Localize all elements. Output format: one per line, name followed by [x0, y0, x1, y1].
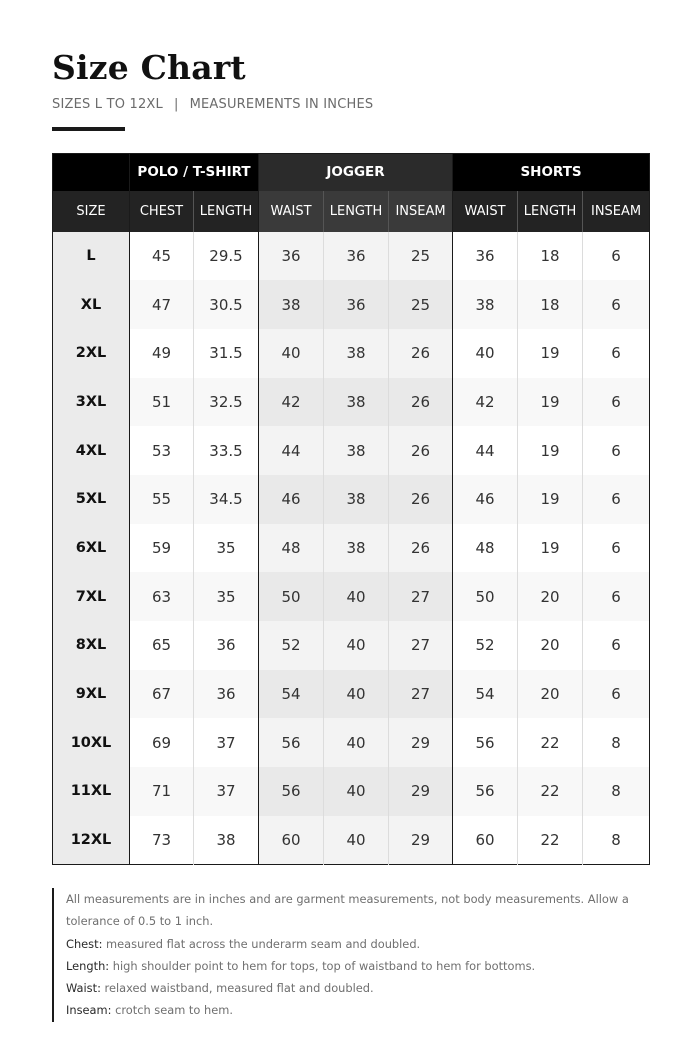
polo-chest-cell: 47	[130, 280, 194, 329]
polo-chest-cell: 65	[130, 621, 194, 670]
size-cell: L	[53, 232, 130, 281]
polo-chest-cell: 49	[130, 329, 194, 378]
table-row	[53, 524, 650, 573]
table-row	[53, 621, 650, 670]
jogger-waist-cell: 56	[259, 767, 324, 816]
jogger-length-cell: 38	[324, 378, 389, 427]
table-row	[53, 816, 650, 865]
size-table-body	[53, 232, 650, 865]
subtitle-separator: |	[173, 97, 179, 112]
size-cell: 4XL	[53, 426, 130, 475]
polo-length-cell: 30.5	[194, 280, 259, 329]
note-term: Length:	[66, 958, 110, 973]
shorts-waist-cell: 56	[453, 718, 518, 767]
shorts-waist-cell: 56	[453, 767, 518, 816]
size-cell: 2XL	[53, 329, 130, 378]
size-cell: 11XL	[53, 767, 130, 816]
polo-chest-cell: 71	[130, 767, 194, 816]
group-header-blank	[53, 154, 130, 191]
shorts-length-cell: 19	[518, 378, 583, 427]
shorts-length-cell: 18	[518, 232, 583, 281]
shorts-inseam-cell: 8	[583, 718, 650, 767]
note-text: high shoulder point to hem for tops, top of waistband to hem for bottoms.	[112, 958, 536, 973]
size-cell: 9XL	[53, 670, 130, 719]
shorts-length-cell: 18	[518, 280, 583, 329]
shorts-length-cell: 19	[518, 426, 583, 475]
polo-length-cell: 31.5	[194, 329, 259, 378]
table-row	[53, 378, 650, 427]
note-length	[66, 955, 652, 977]
polo-chest-cell: 63	[130, 572, 194, 621]
title-underline	[52, 127, 125, 131]
jogger-length-cell: 38	[324, 329, 389, 378]
group-header-shorts: SHORTS	[453, 154, 650, 191]
polo-length-cell: 35	[194, 524, 259, 573]
jogger-inseam-cell: 26	[389, 426, 453, 475]
jogger-waist-cell: 56	[259, 718, 324, 767]
column-header-jogger-waist: WAIST	[259, 191, 324, 232]
size-cell: 3XL	[53, 378, 130, 427]
page-title: Size Chart	[52, 48, 246, 87]
shorts-inseam-cell: 8	[583, 816, 650, 865]
shorts-waist-cell: 54	[453, 670, 518, 719]
table-row	[53, 475, 650, 524]
size-chart-table	[52, 153, 650, 865]
shorts-length-cell: 22	[518, 767, 583, 816]
jogger-waist-cell: 40	[259, 329, 324, 378]
jogger-waist-cell: 50	[259, 572, 324, 621]
polo-chest-cell: 51	[130, 378, 194, 427]
polo-length-cell: 37	[194, 767, 259, 816]
shorts-waist-cell: 38	[453, 280, 518, 329]
shorts-length-cell: 19	[518, 329, 583, 378]
column-header-polo-length: LENGTH	[194, 191, 259, 232]
table-row	[53, 572, 650, 621]
shorts-waist-cell: 36	[453, 232, 518, 281]
column-header-row	[53, 191, 650, 232]
shorts-length-cell: 19	[518, 524, 583, 573]
jogger-inseam-cell: 27	[389, 572, 453, 621]
note-term: Waist:	[66, 981, 101, 996]
shorts-inseam-cell: 6	[583, 426, 650, 475]
polo-chest-cell: 69	[130, 718, 194, 767]
table-row	[53, 767, 650, 816]
shorts-waist-cell: 52	[453, 621, 518, 670]
column-header-jogger-inseam: INSEAM	[389, 191, 453, 232]
subtitle-units: MEASUREMENTS IN INCHES	[189, 97, 374, 112]
shorts-waist-cell: 42	[453, 378, 518, 427]
polo-length-cell: 33.5	[194, 426, 259, 475]
subtitle-sizes: SIZES L TO 12XL	[52, 97, 163, 112]
shorts-inseam-cell: 6	[583, 378, 650, 427]
measurement-notes	[52, 888, 652, 1022]
polo-length-cell: 32.5	[194, 378, 259, 427]
polo-chest-cell: 55	[130, 475, 194, 524]
jogger-length-cell: 40	[324, 816, 389, 865]
shorts-length-cell: 22	[518, 718, 583, 767]
column-header-jogger-length: LENGTH	[324, 191, 389, 232]
column-header-shorts-waist: WAIST	[453, 191, 518, 232]
size-cell: 8XL	[53, 621, 130, 670]
polo-chest-cell: 59	[130, 524, 194, 573]
group-header-jogger: JOGGER	[259, 154, 453, 191]
jogger-inseam-cell: 25	[389, 280, 453, 329]
jogger-length-cell: 36	[324, 280, 389, 329]
shorts-inseam-cell: 6	[583, 572, 650, 621]
jogger-waist-cell: 42	[259, 378, 324, 427]
table-row	[53, 280, 650, 329]
notes-intro: All measurements are in inches and are garment measurements, not body measurements. Allow a tolerance of 0.5 to 1 inch.	[66, 892, 629, 929]
shorts-waist-cell: 46	[453, 475, 518, 524]
note-text: measured flat across the underarm seam and doubled.	[106, 936, 421, 951]
shorts-length-cell: 22	[518, 816, 583, 865]
shorts-waist-cell: 50	[453, 572, 518, 621]
polo-length-cell: 35	[194, 572, 259, 621]
jogger-waist-cell: 36	[259, 232, 324, 281]
column-header-size: SIZE	[53, 191, 130, 232]
column-header-shorts-inseam: INSEAM	[583, 191, 650, 232]
polo-length-cell: 29.5	[194, 232, 259, 281]
jogger-waist-cell: 38	[259, 280, 324, 329]
shorts-inseam-cell: 6	[583, 621, 650, 670]
jogger-inseam-cell: 29	[389, 767, 453, 816]
polo-length-cell: 36	[194, 621, 259, 670]
shorts-inseam-cell: 6	[583, 280, 650, 329]
group-header-row	[53, 154, 650, 191]
jogger-inseam-cell: 29	[389, 718, 453, 767]
polo-chest-cell: 73	[130, 816, 194, 865]
jogger-waist-cell: 44	[259, 426, 324, 475]
jogger-waist-cell: 48	[259, 524, 324, 573]
table-row	[53, 329, 650, 378]
size-cell: XL	[53, 280, 130, 329]
size-cell: 12XL	[53, 816, 130, 865]
jogger-inseam-cell: 26	[389, 524, 453, 573]
column-header-shorts-length: LENGTH	[518, 191, 583, 232]
table-row	[53, 718, 650, 767]
shorts-length-cell: 20	[518, 572, 583, 621]
jogger-length-cell: 40	[324, 718, 389, 767]
polo-length-cell: 34.5	[194, 475, 259, 524]
size-cell: 5XL	[53, 475, 130, 524]
note-inseam	[66, 999, 652, 1021]
size-cell: 6XL	[53, 524, 130, 573]
jogger-length-cell: 40	[324, 670, 389, 719]
jogger-inseam-cell: 27	[389, 670, 453, 719]
jogger-waist-cell: 46	[259, 475, 324, 524]
shorts-inseam-cell: 8	[583, 767, 650, 816]
jogger-inseam-cell: 29	[389, 816, 453, 865]
shorts-waist-cell: 44	[453, 426, 518, 475]
shorts-length-cell: 19	[518, 475, 583, 524]
size-cell: 10XL	[53, 718, 130, 767]
note-waist	[66, 977, 652, 999]
size-cell: 7XL	[53, 572, 130, 621]
note-text: crotch seam to hem.	[115, 1003, 233, 1018]
polo-chest-cell: 53	[130, 426, 194, 475]
table-row	[53, 426, 650, 475]
jogger-waist-cell: 60	[259, 816, 324, 865]
group-header-polo: POLO / T-SHIRT	[130, 154, 259, 191]
jogger-length-cell: 36	[324, 232, 389, 281]
jogger-inseam-cell: 25	[389, 232, 453, 281]
jogger-inseam-cell: 27	[389, 621, 453, 670]
jogger-length-cell: 38	[324, 524, 389, 573]
shorts-waist-cell: 40	[453, 329, 518, 378]
column-header-polo-chest: CHEST	[130, 191, 194, 232]
jogger-length-cell: 40	[324, 621, 389, 670]
jogger-inseam-cell: 26	[389, 378, 453, 427]
polo-length-cell: 36	[194, 670, 259, 719]
note-term: Inseam:	[66, 1003, 112, 1018]
jogger-waist-cell: 54	[259, 670, 324, 719]
shorts-inseam-cell: 6	[583, 475, 650, 524]
jogger-inseam-cell: 26	[389, 329, 453, 378]
shorts-waist-cell: 48	[453, 524, 518, 573]
note-text: relaxed waistband, measured flat and doubled.	[104, 981, 374, 996]
polo-chest-cell: 67	[130, 670, 194, 719]
shorts-inseam-cell: 6	[583, 670, 650, 719]
shorts-length-cell: 20	[518, 670, 583, 719]
jogger-length-cell: 38	[324, 426, 389, 475]
jogger-waist-cell: 52	[259, 621, 324, 670]
note-term: Chest:	[66, 936, 103, 951]
polo-chest-cell: 45	[130, 232, 194, 281]
note-chest	[66, 933, 652, 955]
page-subtitle	[52, 97, 373, 112]
shorts-waist-cell: 60	[453, 816, 518, 865]
shorts-inseam-cell: 6	[583, 329, 650, 378]
polo-length-cell: 38	[194, 816, 259, 865]
jogger-inseam-cell: 26	[389, 475, 453, 524]
jogger-length-cell: 38	[324, 475, 389, 524]
jogger-length-cell: 40	[324, 767, 389, 816]
jogger-length-cell: 40	[324, 572, 389, 621]
shorts-length-cell: 20	[518, 621, 583, 670]
shorts-inseam-cell: 6	[583, 232, 650, 281]
polo-length-cell: 37	[194, 718, 259, 767]
table-row	[53, 670, 650, 719]
shorts-inseam-cell: 6	[583, 524, 650, 573]
table-row	[53, 232, 650, 281]
